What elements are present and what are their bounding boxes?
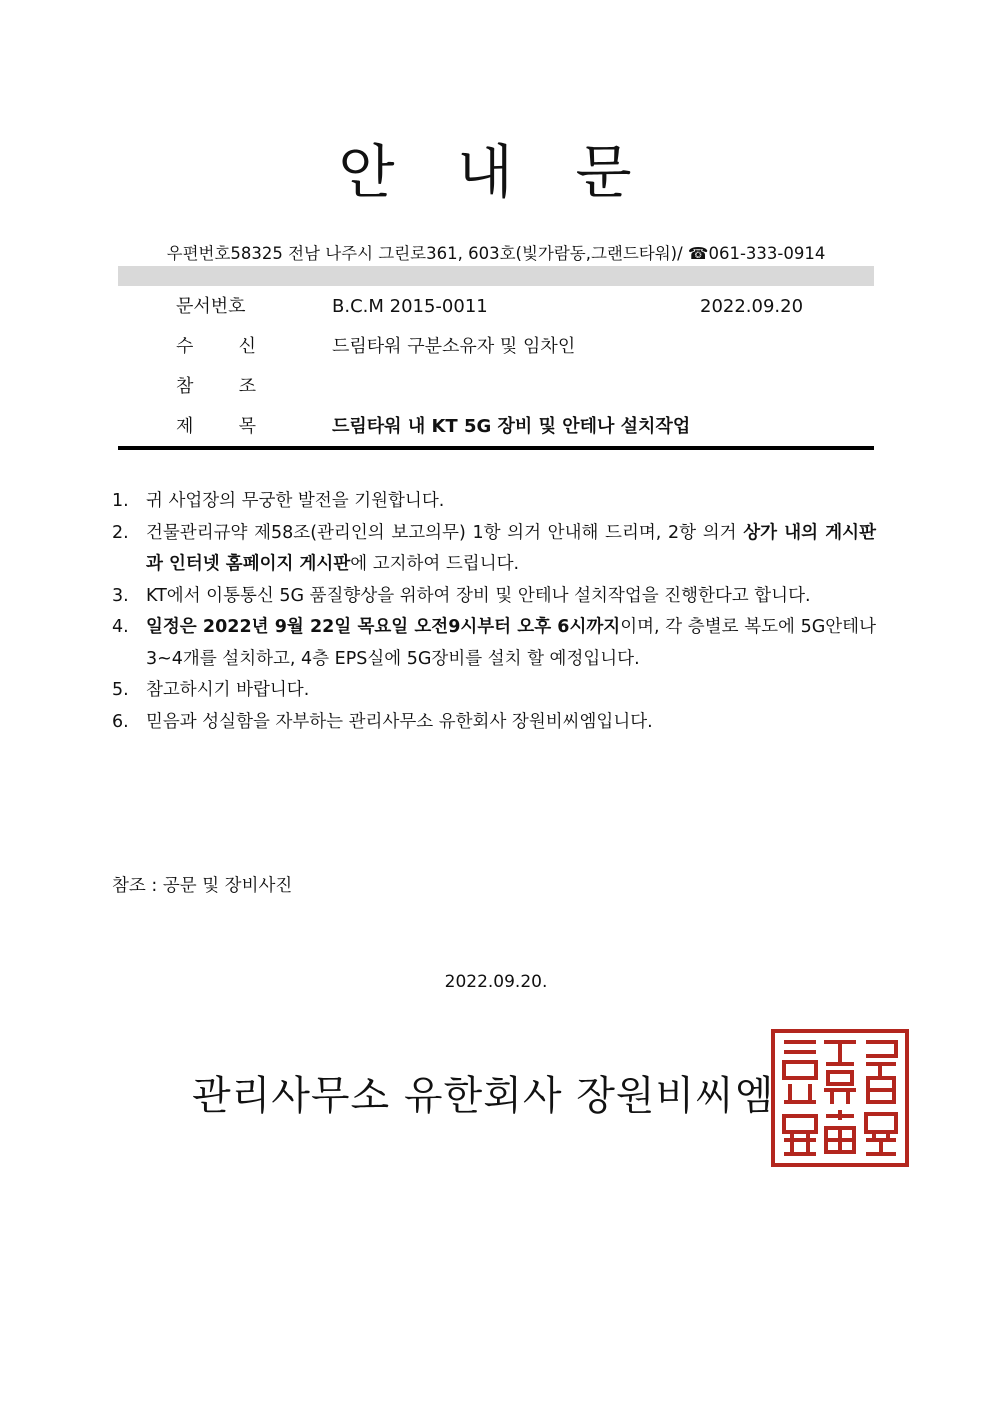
reference-line: 참조 : 공문 및 장비사진 xyxy=(112,876,293,896)
item-text-bold: 일정은 2022년 9월 22일 목요일 오전9시부터 오후 6시까지 xyxy=(146,617,621,637)
meta-label-char: 조 xyxy=(238,376,256,397)
item-text: 귀 사업장의 무궁한 발전을 기원합니다. xyxy=(146,491,445,511)
meta-label-char: 제 xyxy=(176,416,194,437)
meta-label-char: 신 xyxy=(238,336,256,357)
item-text: 참고하시기 바랍니다. xyxy=(146,680,310,700)
meta-value: 드림타워 내 KT 5G 장비 및 안테나 설치작업 xyxy=(332,416,691,437)
meta-row xyxy=(118,372,874,402)
meta-label-char: 참 xyxy=(176,376,194,397)
notice-item xyxy=(112,518,876,581)
item-number: 2. xyxy=(112,522,129,543)
item-number: 5. xyxy=(112,680,129,700)
item-number: 3. xyxy=(112,585,129,606)
item-text: 에 고지하여 드립니다. xyxy=(350,554,520,574)
address-line: 우편번호58325 전남 나주시 그린로361, 603호(빛가람동,그랜드타워)/ ☎061-333-0914 xyxy=(166,244,826,263)
header-gray-bar xyxy=(118,266,874,286)
meta-label xyxy=(176,292,256,322)
meta-value: B.C.M 2015-0011 xyxy=(332,296,488,317)
meta-label-char: 문서번호 xyxy=(176,296,246,317)
item-text: 건물관리규약 제58조(관리인의 보고의무) 1항 의거 안내해 드리며, 2항 의거 xyxy=(146,522,744,543)
notice-item xyxy=(112,612,876,675)
issue-date: 2022.09.20. xyxy=(444,972,548,992)
meta-label-char: 수 xyxy=(176,336,194,357)
meta-label xyxy=(176,412,256,442)
meta-row xyxy=(118,332,874,362)
notice-item xyxy=(112,486,876,518)
item-text: 이며, 각 층별로 복도에 5G안테나 3~4개를 설치하고, 4층 EPS실에 5G장비를 설치 할 예정입니다. xyxy=(146,617,876,669)
document-title: 안 내 문 xyxy=(338,138,654,206)
meta-value: 드림타워 구분소유자 및 임차인 xyxy=(332,336,576,357)
notice-items xyxy=(112,486,876,738)
meta-label xyxy=(176,372,256,402)
meta-label-char: 목 xyxy=(238,416,256,437)
notice-item xyxy=(112,707,876,739)
notice-item xyxy=(112,581,876,613)
company-seal xyxy=(770,1028,910,1168)
meta-row xyxy=(118,292,874,322)
meta-row xyxy=(118,412,874,442)
item-text-bold: 상가 내의 게시판과 인터넷 홈페이지 게시판 xyxy=(146,522,876,574)
item-text: KT에서 이통통신 5G 품질향상을 위하여 장비 및 안테나 설치작업을 진행한다고 합니다. xyxy=(146,585,811,606)
meta-label xyxy=(176,332,256,362)
header-divider xyxy=(118,446,874,450)
item-number: 4. xyxy=(112,617,129,637)
item-text: 믿음과 성실함을 자부하는 관리사무소 유한회사 장원비씨엠입니다. xyxy=(146,711,653,732)
sender-name: 관리사무소 유한회사 장원비씨엠 xyxy=(192,1073,775,1119)
document-date: 2022.09.20 xyxy=(700,296,804,317)
item-number: 6. xyxy=(112,711,129,732)
notice-item xyxy=(112,675,876,707)
item-number: 1. xyxy=(112,491,129,511)
